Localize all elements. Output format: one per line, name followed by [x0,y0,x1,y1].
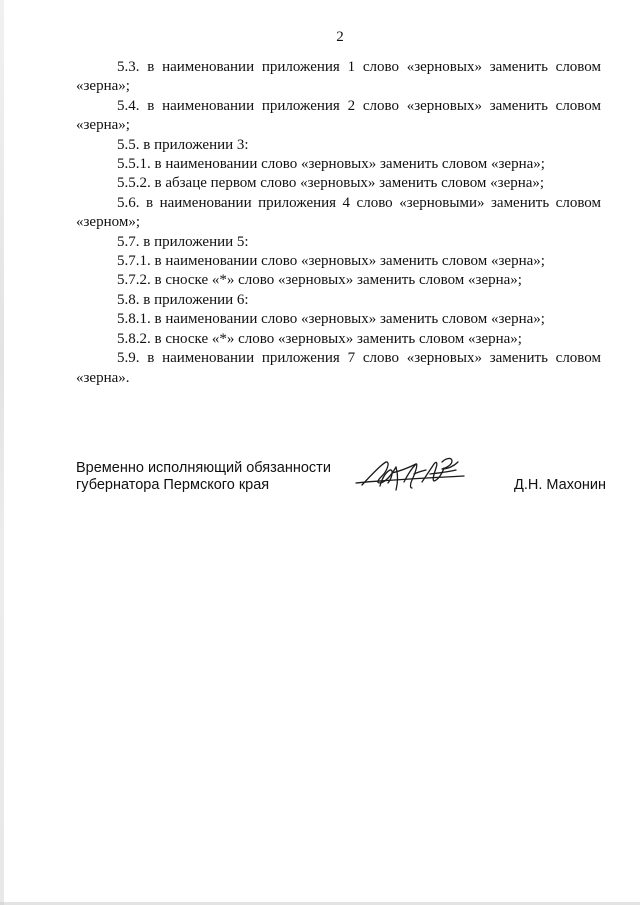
paragraph-5-8-2: 5.8.2. в сноске «*» слово «зерновых» заменить словом «зерна»; [117,330,522,347]
page-number: 2 [336,29,344,45]
paragraph-5-5-2: 5.5.2. в абзаце первом слово «зерновых» заменить словом «зерна»; [117,175,545,192]
scan-left-edge [0,0,4,905]
signer-name: Д.Н. Махонин [514,477,606,493]
paragraph-5-7: 5.7. в приложении 5: [117,233,249,250]
signature-block [76,460,606,500]
paragraph-5-8: 5.8. в приложении 6: [117,291,249,308]
paragraph-5-4: 5.4. в наименовании приложения 2 слово «зерновых» заменить словом «зерна»; [76,97,601,134]
paragraph-5-5: 5.5. в приложении 3: [117,136,249,153]
paragraph-5-7-1: 5.7.1. в наименовании слово «зерновых» заменить словом «зерна»; [117,253,545,270]
handwritten-signature-icon [352,452,472,498]
paragraph-5-6: 5.6. в наименовании приложения 4 слово «зерновыми» заменить словом «зерном»; [76,194,601,231]
signer-title [76,460,376,494]
signer-title-line-1: Временно исполняющий обязанности [76,460,331,476]
paragraph-5-7-2: 5.7.2. в сноске «*» слово «зерновых» заменить словом «зерна»; [117,272,522,289]
paragraph-5-9: 5.9. в наименовании приложения 7 слово «зерновых» заменить словом «зерна». [76,350,601,386]
paragraph-5-8-1: 5.8.1. в наименовании слово «зерновых» заменить словом «зерна»; [117,311,545,328]
document-body [76,58,601,388]
paragraph-5-5-1: 5.5.1. в наименовании слово «зерновых» заменить словом «зерна»; [117,156,545,173]
signer-title-line-2: губернатора Пермского края [76,477,270,493]
paragraph-5-3: 5.3. в наименовании приложения 1 слово «зерновых» заменить словом «зерна»; [76,59,601,95]
